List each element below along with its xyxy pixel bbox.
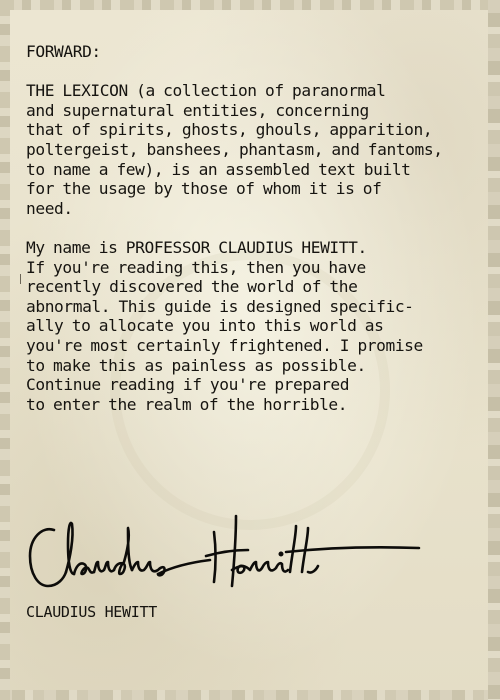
document-heading: FORWARD:: [26, 42, 101, 61]
handwritten-signature: [24, 508, 424, 598]
paragraph-line: and supernatural entities, concerning: [26, 100, 369, 120]
page-edge-left: [0, 0, 10, 700]
paragraph-intro: [26, 81, 486, 218]
paragraph-line: to name a few), is an assembled text built: [26, 159, 411, 179]
paragraph-line: poltergeist, banshees, phantasm, and fantoms,: [26, 139, 443, 159]
paragraph-author: [26, 238, 486, 414]
paragraph-line: for the usage by those of whom it is of: [26, 179, 382, 199]
paragraph-line: that of spirits, ghosts, ghouls, apparition,: [26, 120, 433, 140]
page-edge-top: [0, 0, 500, 10]
signature-name: CLAUDIUS HEWITT: [26, 603, 157, 621]
paragraph-line: ally to allocate you into this world as: [26, 316, 384, 336]
text-cursor-mark: [20, 274, 21, 284]
paragraph-line: need.: [26, 198, 73, 218]
paragraph-line: My name is PROFESSOR CLAUDIUS HEWITT.: [26, 237, 367, 257]
paragraph-line: to enter the realm of the horrible.: [26, 394, 348, 414]
paragraph-line: If you're reading this, then you have: [26, 257, 366, 277]
page-edge-right: [488, 0, 500, 700]
paragraph-line: you're most certainly frightened. I promise: [26, 335, 423, 355]
paragraph-line: to make this as painless as possible.: [26, 355, 366, 375]
paragraph-line: abnormal. This guide is designed specific-: [26, 296, 414, 316]
paragraph-line: THE LEXICON (a collection of paranormal: [26, 81, 386, 101]
page-edge-bottom: [0, 690, 500, 700]
paragraph-line: Continue reading if you're prepared: [26, 375, 350, 395]
document-body: [26, 42, 486, 414]
paragraph-line: recently discovered the world of the: [26, 277, 358, 297]
